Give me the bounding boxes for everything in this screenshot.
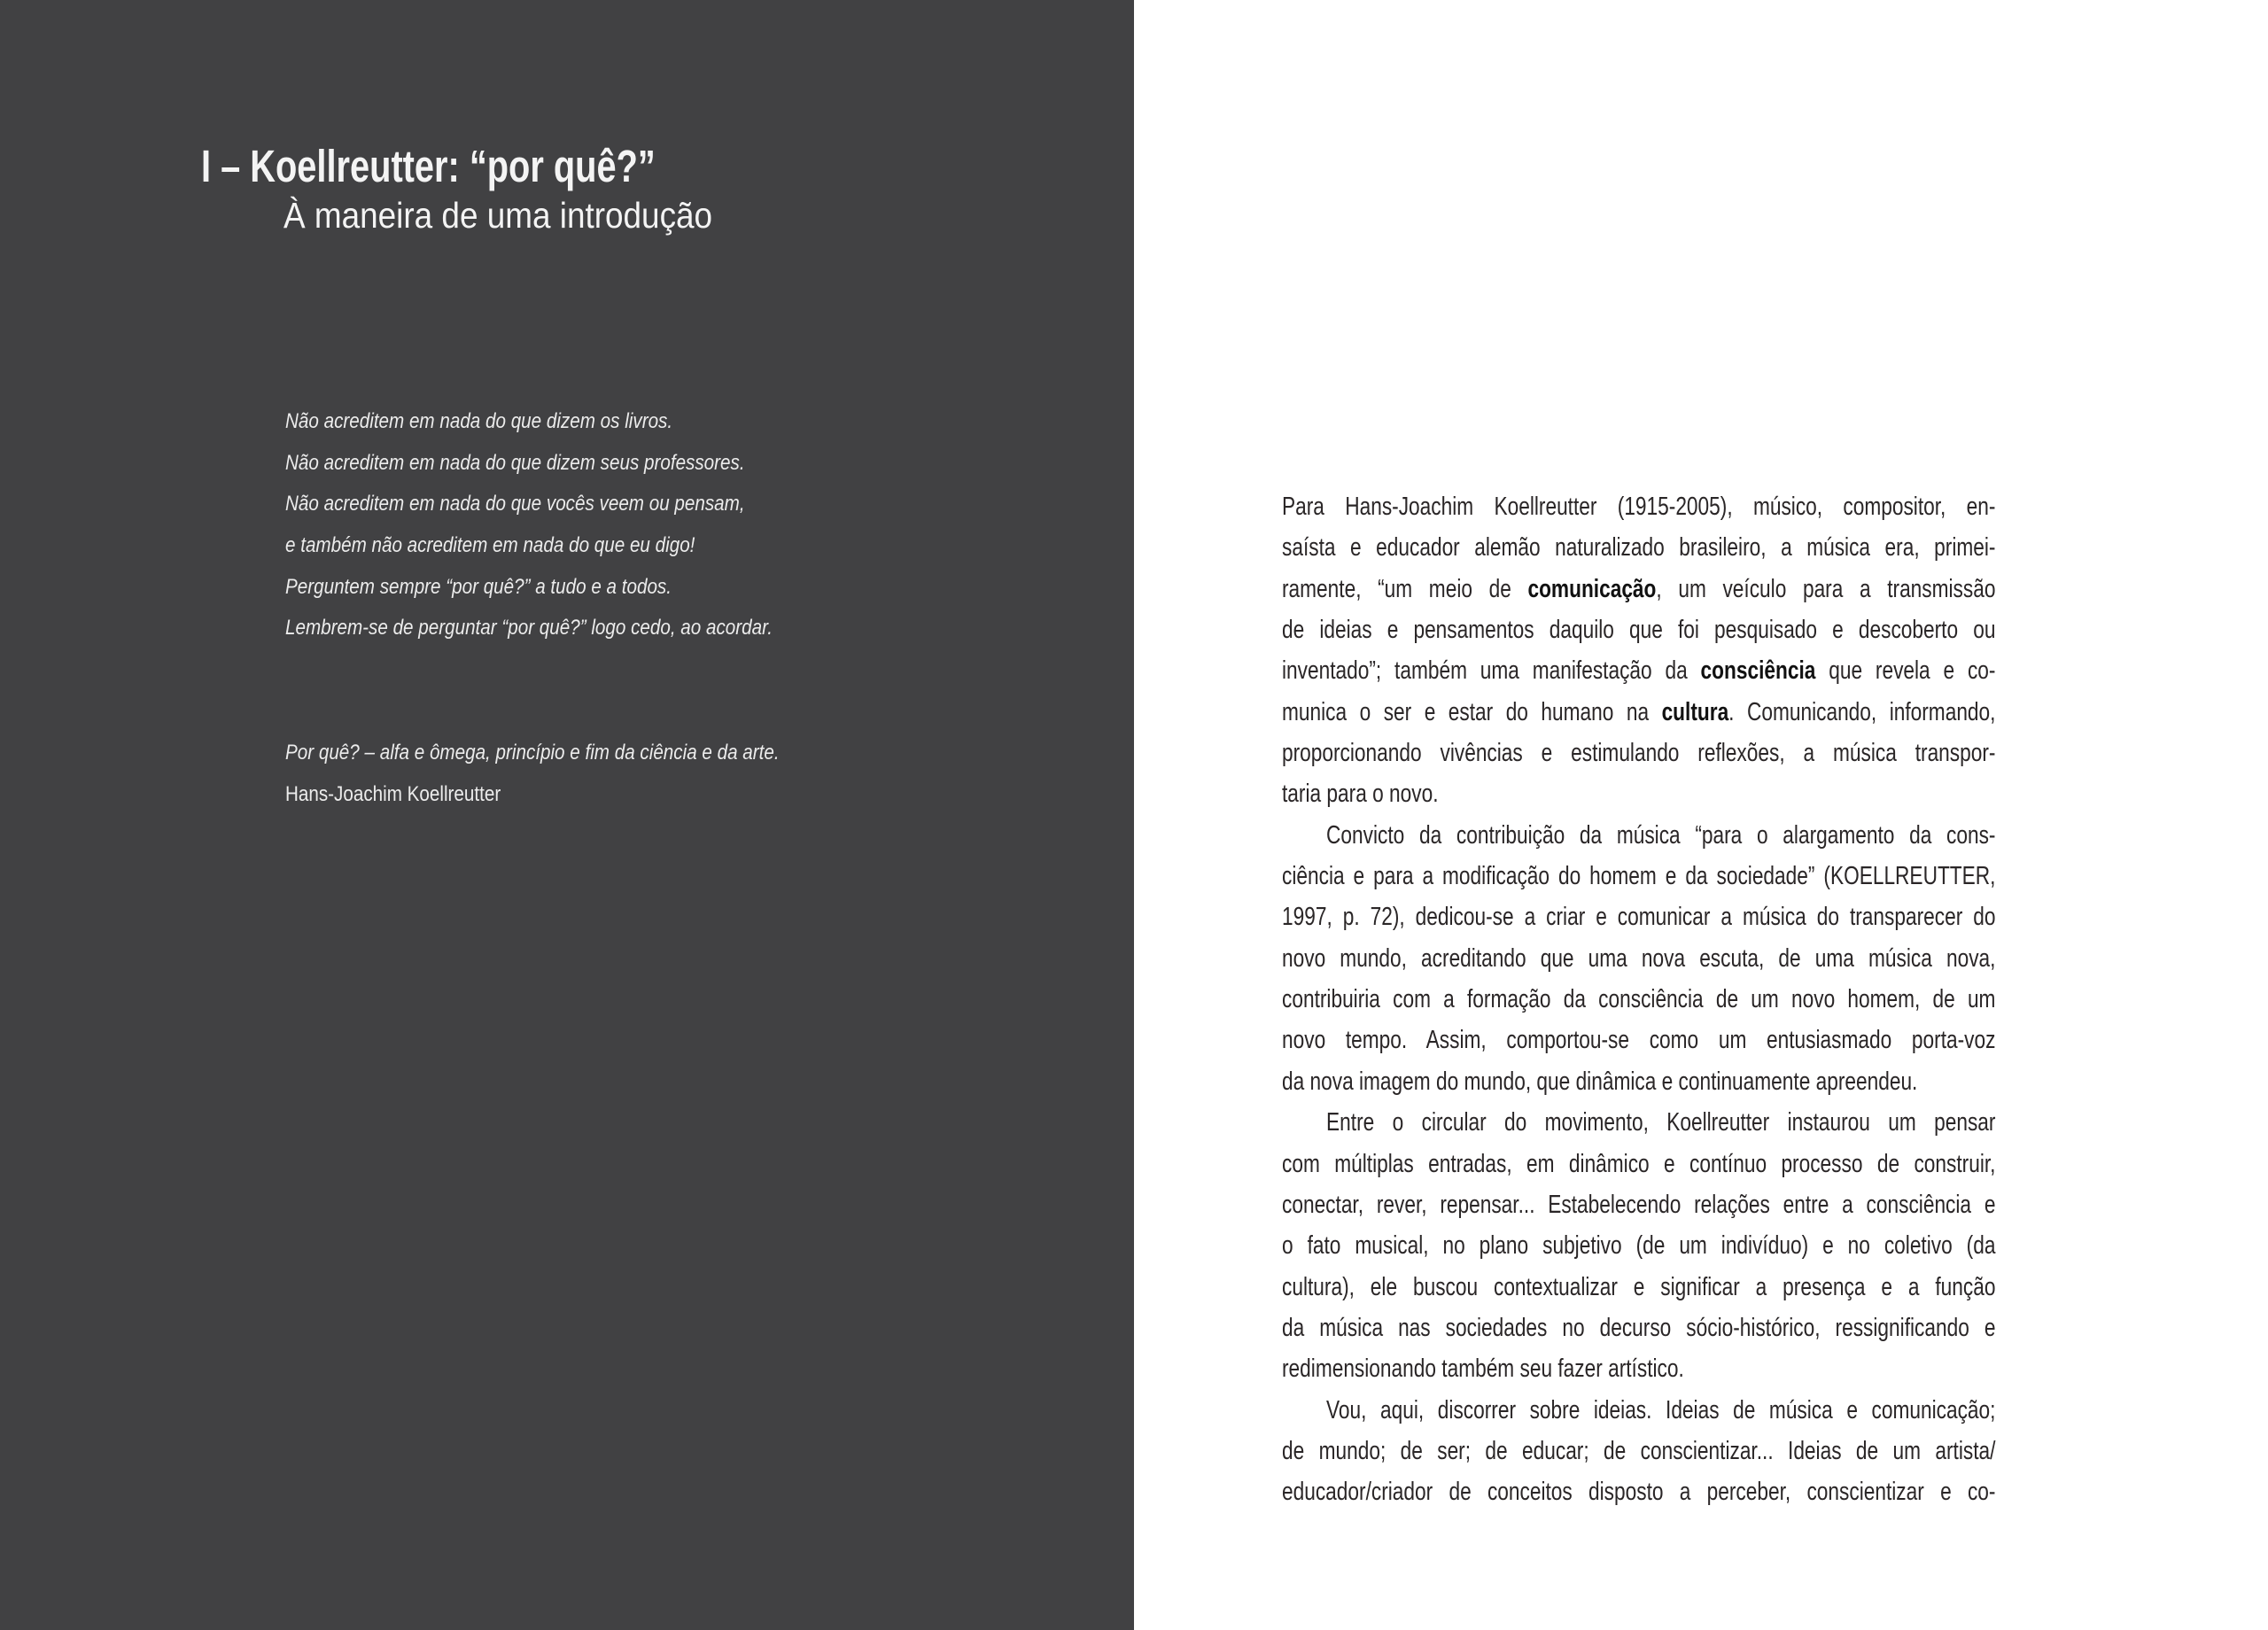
body-text-segment: proporcionando vivências e estimulando reflexões, a música transpor- xyxy=(1282,739,1996,768)
body-text-segment: , um veículo para a transmissão xyxy=(1656,574,1996,603)
body-line xyxy=(1282,1436,1995,1477)
body-line xyxy=(1282,1067,1995,1107)
body-line xyxy=(1282,1107,1995,1148)
body-text-segment: novo tempo. Assim, comportou-se como um entusiasmado porta-voz xyxy=(1282,1026,1996,1055)
body-line xyxy=(1282,1354,1995,1394)
epigraph-line: Perguntem sempre “por quê?” a tudo e a todos. xyxy=(285,574,672,599)
epigraph-line: Não acreditem em nada do que dizem os livros. xyxy=(285,409,673,433)
body-line xyxy=(1282,1190,1995,1230)
epigraph xyxy=(285,409,851,657)
body-text-segment: novo mundo, acreditando que uma nova escuta, de uma música nova, xyxy=(1282,943,1996,973)
body-text-segment: educador/criador de conceitos disposto a perceber, conscientizar e co- xyxy=(1282,1478,1996,1507)
body-text-segment: saísta e educador alemão naturalizado brasileiro, a música era, primei- xyxy=(1282,533,1996,563)
body-text-segment: Convicto da contribuição da música “para o alargamento da cons- xyxy=(1326,820,1996,850)
body-text-segment: da nova imagem do mundo, que dinâmica e continuamente apreendeu. xyxy=(1282,1067,1918,1096)
body-text-segment: Para Hans-Joachim Koellreutter (1915-2005), músico, compositor, en- xyxy=(1282,493,1996,521)
body-line xyxy=(1282,656,1995,696)
body-text xyxy=(1282,492,1995,1518)
body-line xyxy=(1282,615,1995,656)
epigraph-line: Não acreditem em nada do que vocês veem ou pensam, xyxy=(285,492,745,516)
body-text-segment: contribuiria com a formação da consciência de um novo homem, de um xyxy=(1282,985,1996,1014)
body-line xyxy=(1282,779,1995,819)
epigraph-line: Não acreditem em nada do que dizem seus professores. xyxy=(285,450,745,475)
body-text-segment: . Comunicando, informando, xyxy=(1728,697,1996,726)
body-line xyxy=(1282,1477,1995,1517)
body-text-segment: cultura), ele buscou contextualizar e significar a presença e a função xyxy=(1282,1272,1996,1301)
body-line xyxy=(1282,943,1995,984)
epigraph-line: Lembrem-se de perguntar “por quê?” logo cedo, ao acordar. xyxy=(285,616,773,640)
body-line xyxy=(1282,574,1995,615)
body-text-segment: Entre o circular do movimento, Koellreutter instaurou um pensar xyxy=(1326,1108,1996,1137)
body-line xyxy=(1282,738,1995,779)
body-line xyxy=(1282,697,1995,738)
body-text-segment: taria para o novo. xyxy=(1282,780,1439,809)
body-text-segment: 1997, p. 72), dedicou-se a criar e comunicar a música do transparecer do xyxy=(1282,903,1996,932)
body-text-segment: da música nas sociedades no decurso sócio-histórico, ressignificando e xyxy=(1282,1313,1996,1342)
body-line xyxy=(1282,861,1995,902)
emphasized-term: consciência xyxy=(1700,656,1816,686)
body-text-segment: de ideias e pensamentos daquilo que foi pesquisado e descoberto ou xyxy=(1282,616,1996,645)
chapter-title: I – Koellreutter: “por quê?” xyxy=(201,141,656,191)
body-line xyxy=(1282,1025,1995,1066)
body-line xyxy=(1282,820,1995,861)
body-line xyxy=(1282,1395,1995,1436)
body-text-segment: munica o ser e estar do humano na xyxy=(1282,697,1662,726)
body-text-segment: Vou, aqui, discorrer sobre ideias. Ideias de música e comunicação; xyxy=(1326,1395,1996,1424)
body-text-segment: inventado”; também uma manifestação da xyxy=(1282,656,1701,686)
body-line xyxy=(1282,1149,1995,1190)
body-line xyxy=(1282,1230,1995,1271)
body-text-segment: ramente, “um meio de xyxy=(1282,574,1528,603)
body-text-segment: ciência e para a modificação do homem e da sociedade” (KOELLREUTTER, xyxy=(1282,862,1996,891)
attribution: Hans-Joachim Koellreutter xyxy=(285,781,501,806)
emphasized-term: cultura xyxy=(1661,697,1729,726)
epigraph-closing xyxy=(285,741,859,823)
body-line xyxy=(1282,1313,1995,1354)
body-text-segment: o fato musical, no plano subjetivo (de um indivíduo) e no coletivo (da xyxy=(1282,1231,1996,1261)
body-line xyxy=(1282,984,1995,1025)
body-line xyxy=(1282,902,1995,943)
body-text-segment: que revela e co- xyxy=(1815,656,1996,686)
body-text-segment: conectar, rever, repensar... Estabelecendo relações entre a consciência e xyxy=(1282,1190,1996,1219)
epigraph-line: e também não acreditem em nada do que eu digo! xyxy=(285,533,695,558)
body-line xyxy=(1282,492,1995,532)
chapter-subtitle: À maneira de uma introdução xyxy=(284,195,713,236)
body-text-segment: com múltiplas entradas, em dinâmico e contínuo processo de construir, xyxy=(1282,1149,1996,1178)
body-line xyxy=(1282,532,1995,573)
body-line xyxy=(1282,1272,1995,1313)
emphasized-term: comunicação xyxy=(1527,574,1657,603)
body-text-segment: de mundo; de ser; de educar; de conscientizar... Ideias de um artista/ xyxy=(1282,1436,1996,1465)
closing-quote: Por quê? – alfa e ômega, princípio e fim da ciência e da arte. xyxy=(285,741,780,765)
body-text-segment: redimensionando também seu fazer artístico. xyxy=(1282,1354,1684,1384)
